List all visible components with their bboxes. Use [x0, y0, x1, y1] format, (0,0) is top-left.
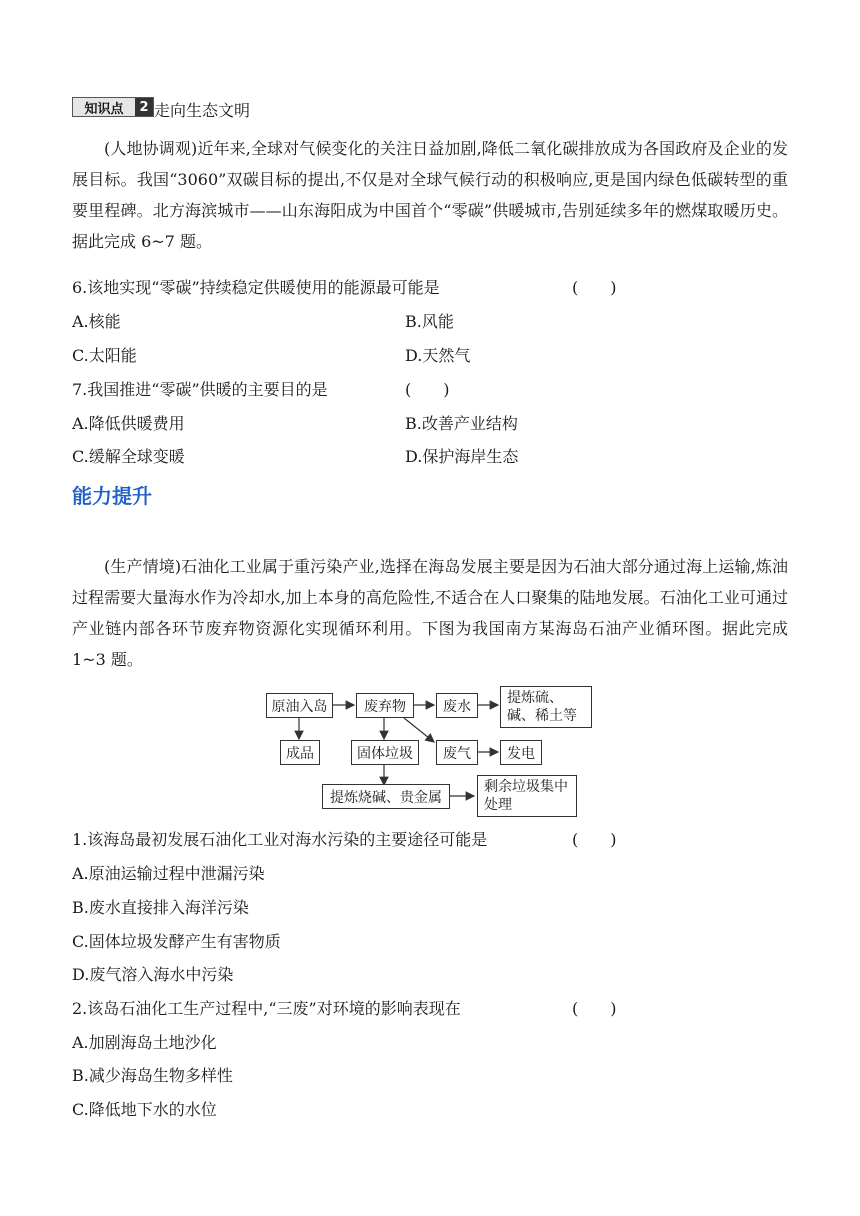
ability-section-heading: 能力提升: [72, 484, 152, 508]
question-7-stem: 7.我国推进“零碳”供暖的主要目的是: [72, 380, 328, 399]
badge-label: 知识点: [73, 98, 135, 116]
diagram-box-power: 发电: [500, 740, 542, 765]
question-1-option-c: C.固体垃圾发酵产生有害物质: [72, 932, 281, 951]
badge-number: 2: [135, 98, 153, 116]
diagram-box-wastewater: 废水: [436, 693, 478, 718]
question-7-option-c: C.缓解全球变暖: [72, 447, 185, 466]
diagram-box-solid: 固体垃圾: [351, 740, 419, 765]
diagram-box-crude: 原油入岛: [266, 693, 333, 718]
passage-1: (人地协调观)近年来,全球对气候变化的关注日益加剧,降低二氧化碳排放成为各国政府及企业的发展目标。我国“3060”双碳目标的提出,不仅是对全球气候行动的积极响应,更是国内绿色低碳转型的重要里程碑。北方海滨城市——山东海阳成为中国首个“零碳”供暖城市,告别延续多年的燃煤取暖历史。据此完成 6~7 题。: [72, 139, 788, 251]
question-6-answer-paren: ( ): [572, 278, 617, 297]
question-2-answer-paren: ( ): [572, 999, 617, 1018]
question-1-option-b: B.废水直接排入海洋污染: [72, 898, 249, 917]
question-2-option-b: B.减少海岛生物多样性: [72, 1066, 233, 1085]
question-1-stem: 1.该海岛最初发展石油化工业对海水污染的主要途径可能是: [72, 830, 488, 849]
question-2-option-a: A.加剧海岛土地沙化: [72, 1033, 217, 1052]
diagram-box-gas: 废气: [436, 740, 478, 765]
question-7-option-d: D.保护海岸生态: [405, 447, 519, 466]
question-1-answer-paren: ( ): [572, 830, 617, 849]
question-6-option-a: A.核能: [72, 312, 121, 331]
question-6-stem: 6.该地实现“零碳”持续稳定供暖使用的能源最可能是: [72, 278, 440, 297]
question-2-stem: 2.该岛石油化工生产过程中,“三废”对环境的影响表现在: [72, 999, 461, 1018]
question-7-option-a: A.降低供暖费用: [72, 414, 185, 433]
diagram-box-refine: 提炼烧碱、贵金属: [322, 784, 450, 809]
question-2-option-c: C.降低地下水的水位: [72, 1100, 217, 1119]
arrow-waste-to-gas: [404, 718, 434, 742]
diagram-box-remain: 剩余垃圾集中处理: [477, 775, 577, 817]
passage-2: (生产情境)石油化工业属于重污染产业,选择在海岛发展主要是因为石油大部分通过海上运输,炼油过程需要大量海水作为冷却水,加上本身的高危险性,不适合在人口聚集的陆地发展。石油化工业可通过产业链内部各环节废弃物资源化实现循环利用。下图为我国南方某海岛石油产业循环图。据此完成 1~3 题。: [72, 557, 788, 669]
question-6-option-c: C.太阳能: [72, 346, 137, 365]
question-1-option-a: A.原油运输过程中泄漏污染: [72, 864, 265, 883]
question-1-option-d: D.废气溶入海水中污染: [72, 965, 234, 984]
diagram-box-product: 成品: [280, 740, 320, 765]
question-7-option-b: B.改善产业结构: [405, 414, 518, 433]
diagram-box-extract: 提炼硫、碱、稀土等: [500, 686, 592, 728]
question-6-option-b: B.风能: [405, 312, 454, 331]
question-6-option-d: D.天然气: [405, 346, 471, 365]
diagram-box-waste: 废弃物: [356, 693, 414, 718]
section-title: 走向生态文明: [154, 101, 251, 120]
question-7-answer-paren: ( ): [405, 380, 450, 399]
